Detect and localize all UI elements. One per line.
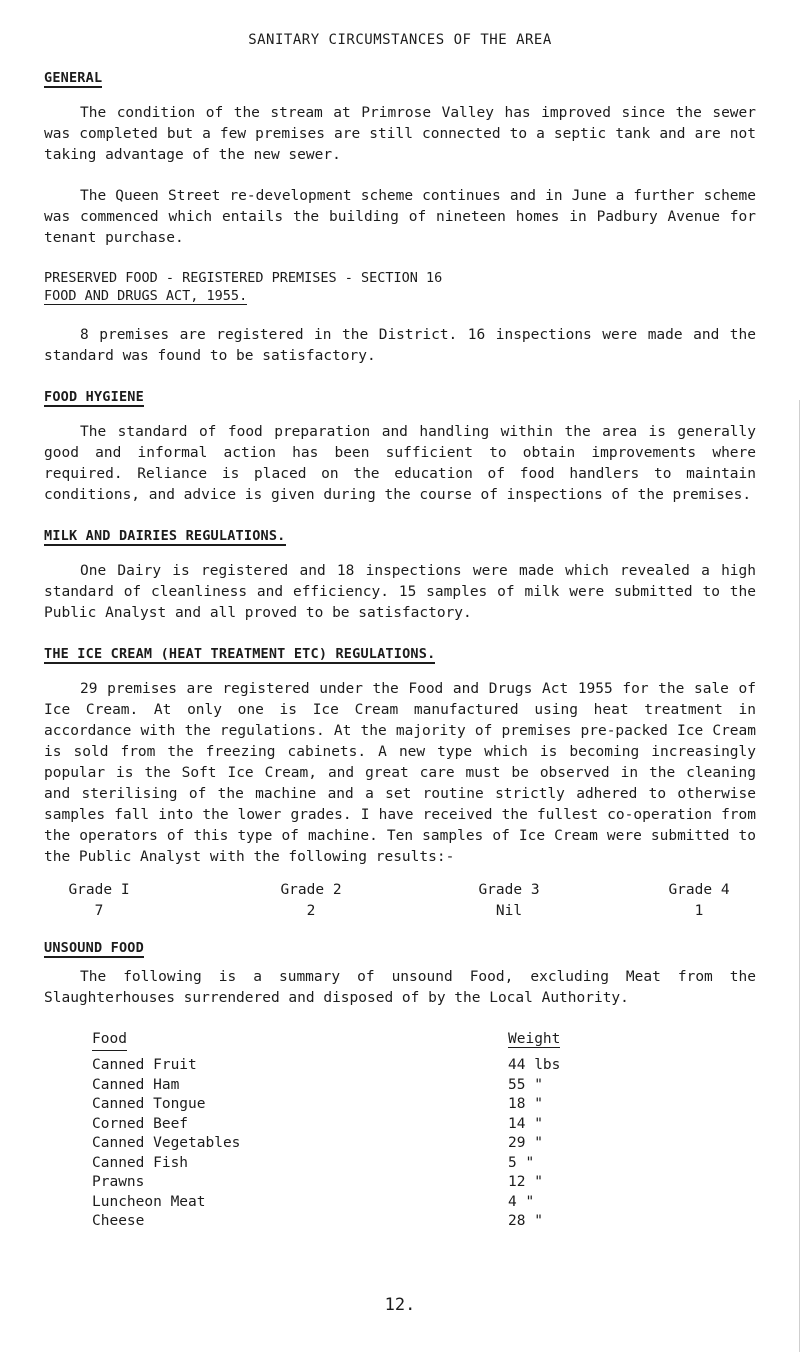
food-cell: Canned Fruit [92, 1057, 197, 1073]
weight-cell: 29 " [508, 1135, 543, 1151]
grade-label: Grade 2 [280, 882, 342, 898]
grade-3 [454, 880, 564, 922]
section-heading-preserved-food-line2: FOOD AND DRUGS ACT, 1955. [44, 288, 248, 304]
grade-value: Nil [495, 903, 523, 919]
section-heading-food-hygiene: FOOD HYGIENE [44, 389, 144, 405]
food-cell: Corned Beef [92, 1115, 189, 1132]
table-row [92, 1172, 756, 1192]
weight-cell: 28 " [508, 1213, 543, 1229]
section-heading-preserved-food-line1: PRESERVED FOOD - REGISTERED PREMISES - SECTION 16 [44, 270, 443, 286]
food-cell: Prawns [92, 1174, 145, 1190]
food-cell: Canned Fish [92, 1154, 189, 1171]
food-hygiene-paragraph: The standard of food preparation and handling within the area is generally good and informal action has been sufficient to obtain improvements where required. Reliance is placed on the education of food handlers to maintain conditions, and advice is given during the course of inspections of the premises. [44, 424, 756, 503]
column-header-weight: Weight [508, 1031, 561, 1047]
food-cell: Canned Tongue [92, 1096, 206, 1112]
weight-cell: 44 lbs [508, 1057, 561, 1073]
ice-cream-paragraph: 29 premises are registered under the Food and Drugs Act 1955 for the sale of Ice Cream. At only one is Ice Cream manufactured using heat treatment in accordance with the regulations. At the majority of premises pre-packed Ice Cream is sold from the freezing cabinets. A new type which is becoming increasingly popular is the Soft Ice Cream, and great care must be observed in the cleaning and sterilising of the machine and a set routine strictly adhered to otherwise samples fall into the lower grades. I have received the fullest co-operation from the operators of this type of machine. Ten samples of Ice Cream were submitted to the Public Analyst with the following results:- [44, 681, 756, 865]
preserved-food-paragraph: 8 premises are registered in the District. 16 inspections were made and the standard was found to be satisfactory. [44, 327, 756, 364]
section-general [44, 68, 756, 89]
column-header-food: Food [92, 1029, 127, 1051]
unsound-food-paragraph: The following is a summary of unsound Food, excluding Meat from the Slaughterhouses surrendered and disposed of by the Local Authority. [44, 969, 756, 1006]
grade-label: Grade 3 [478, 882, 540, 898]
section-heading-milk: MILK AND DAIRIES REGULATIONS. [44, 528, 286, 544]
grade-2 [256, 880, 366, 922]
table-row [92, 1211, 756, 1231]
grade-value: 2 [306, 903, 316, 919]
section-heading-unsound-food: UNSOUND FOOD [44, 940, 144, 956]
page-number: 12. [384, 1295, 416, 1315]
section-ice-cream [44, 644, 756, 665]
table-header [92, 1029, 756, 1055]
grade-value: 7 [94, 903, 104, 919]
food-cell: Canned Ham [92, 1076, 180, 1093]
section-heading-general: GENERAL [44, 70, 103, 86]
table-row [92, 1133, 756, 1153]
weight-cell: 18 " [508, 1096, 543, 1112]
document-body [44, 68, 756, 1231]
weight-cell: 55 " [508, 1076, 543, 1093]
section-heading-ice-cream: THE ICE CREAM (HEAT TREATMENT ETC) REGULATIONS. [44, 646, 436, 662]
table-row [92, 1075, 756, 1095]
food-cell: Luncheon Meat [92, 1193, 206, 1210]
weight-cell: 12 " [508, 1174, 543, 1190]
food-cell: Canned Vegetables [92, 1135, 241, 1151]
grade-1 [44, 880, 154, 922]
grade-value: 1 [694, 903, 704, 919]
general-paragraph-1: The condition of the stream at Primrose Valley has improved since the sewer was completed but a few premises are still connected to a septic tank and are not taking advantage of the new sewer. [44, 105, 756, 163]
grade-label: Grade 4 [668, 882, 730, 898]
grade-label: Grade I [68, 882, 130, 898]
table-row [92, 1153, 756, 1173]
section-preserved-food [44, 269, 756, 305]
section-unsound-food [44, 938, 756, 959]
weight-cell: 4 " [508, 1193, 535, 1210]
milk-paragraph: One Dairy is registered and 18 inspections were made which revealed a high standard of cleanliness and efficiency. 15 samples of milk were submitted to the Public Analyst and all proved to be satisfactory. [44, 563, 756, 621]
table-row [92, 1192, 756, 1212]
unsound-food-table [92, 1029, 756, 1231]
weight-cell: 14 " [508, 1115, 543, 1132]
section-milk [44, 526, 756, 547]
table-row [92, 1094, 756, 1114]
grade-4 [644, 880, 754, 922]
general-paragraph-2: The Queen Street re-development scheme continues and in June a further scheme was commenced which entails the building of nineteen homes in Padbury Avenue for tenant purchase. [44, 188, 756, 246]
section-food-hygiene [44, 387, 756, 408]
ice-cream-grades [44, 880, 756, 924]
weight-cell: 5 " [508, 1154, 535, 1171]
food-cell: Cheese [92, 1213, 145, 1229]
table-row [92, 1114, 756, 1134]
table-row [92, 1055, 756, 1075]
page-title: SANITARY CIRCUMSTANCES OF THE AREA [248, 32, 552, 48]
